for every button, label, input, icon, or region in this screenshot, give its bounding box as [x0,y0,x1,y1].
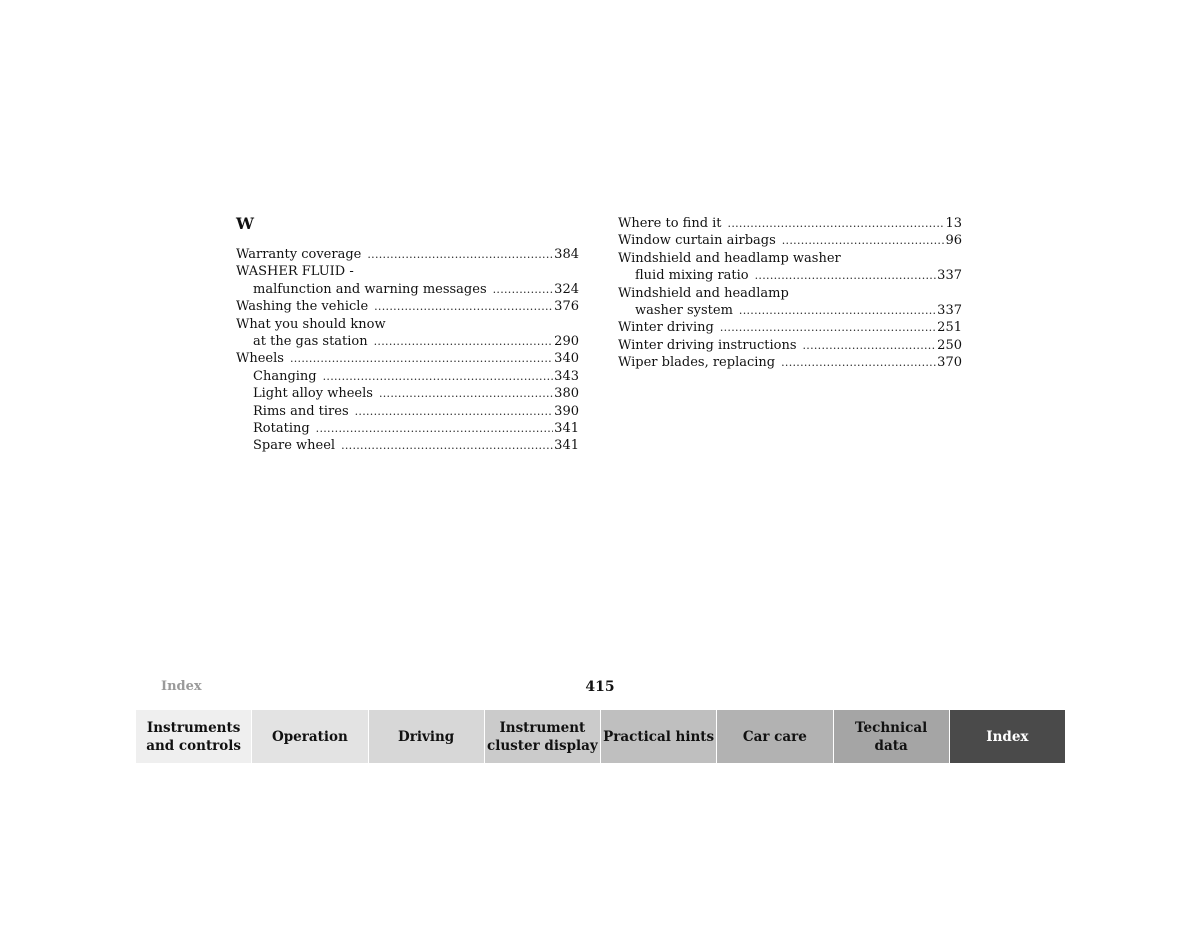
index-entry [618,354,962,371]
tab-instruments-and-controls[interactable]: Instruments and controls [136,710,252,763]
tab-instrument-cluster-display[interactable]: Instrument cluster display [485,710,601,763]
tab-driving[interactable]: Driving [369,710,485,763]
dot-leader [782,232,945,249]
index-entry [236,368,579,385]
index-entry-text: Window curtain airbags [618,233,776,249]
index-page-ref[interactable]: 337 [937,303,962,319]
dot-leader [781,354,936,371]
index-page-ref[interactable]: 341 [554,421,579,437]
index-page-ref[interactable]: 384 [554,247,579,262]
index-entry-text: Spare wheel [253,438,336,454]
index-entry [236,246,579,263]
index-entry-text: Changing [253,368,317,384]
index-entry [236,385,579,402]
index-entry-line [236,403,579,420]
index-entry-line [618,337,962,354]
index-entry [618,285,962,320]
index-entries-left [236,246,579,455]
index-entry-line [236,316,579,333]
index-entry [236,316,579,351]
index-entry-text: Wheels [236,351,284,367]
tab-car-care[interactable]: Car care [717,710,833,763]
index-page-ref[interactable]: 376 [554,299,579,315]
index-entry-text: Winter driving instructions [618,337,797,353]
index-entry-line [236,298,579,315]
index-entry-text: Windshield and headlamp washer [618,250,841,266]
index-entry-line [618,250,962,267]
index-entry-text: malfunction and warning messages [253,281,487,297]
index-entry-line [618,215,962,232]
index-page-ref[interactable]: 343 [554,368,579,384]
index-entry-text: WASHER FLUID - [236,264,354,280]
index-page-ref[interactable]: 370 [937,355,962,371]
index-page-ref[interactable]: 250 [937,337,962,353]
index-entry [618,319,962,336]
index-entry-line [618,285,962,302]
index-entry-line [236,420,579,437]
dot-leader [739,302,936,319]
index-entry [236,263,579,298]
dot-leader [493,281,554,298]
index-entry-line [236,350,579,367]
index-entry [236,298,579,315]
index-entry-line [618,302,962,319]
index-page-ref[interactable]: 13 [945,216,962,231]
index-entry [236,437,579,454]
tab-operation[interactable]: Operation [252,710,368,763]
index-entry-line [236,333,579,350]
dot-leader [374,298,553,315]
index-column-right [618,215,962,372]
index-entry [236,403,579,420]
index-entry [618,337,962,354]
dot-leader [341,437,553,454]
section-tab-bar [136,710,1065,763]
index-page-ref[interactable]: 337 [937,268,962,284]
index-page-ref[interactable]: 251 [937,320,962,336]
index-entry-text: Winter driving [618,320,714,336]
dot-leader [367,246,553,263]
index-entry-text: Washing the vehicle [236,299,369,315]
index-entry-line [236,437,579,454]
index-page-ref[interactable]: 324 [554,281,579,297]
index-entry [618,215,962,232]
index-page-ref[interactable]: 96 [945,233,962,249]
footer-section-label: Index [161,679,202,694]
section-letter: W [236,214,254,233]
index-entry-text: Light alloy wheels [253,386,373,402]
index-entry-line [236,385,579,402]
index-page-ref[interactable]: 390 [554,403,579,419]
index-entry-line [618,354,962,371]
index-entry-text: Warranty coverage [236,247,362,262]
index-page-ref[interactable]: 380 [554,386,579,402]
index-entry-text: washer system [635,303,733,319]
index-entry-line [618,232,962,249]
tab-technical-data[interactable]: Technical data [834,710,950,763]
index-entry-line [236,263,579,280]
dot-leader [803,337,937,354]
dot-leader [290,350,553,367]
dot-leader [355,403,554,420]
dot-leader [323,368,554,385]
index-page-ref[interactable]: 340 [554,351,579,367]
index-entry-line [236,368,579,385]
dot-leader [728,215,945,232]
index-entry [618,250,962,285]
index-entry-text: Rims and tires [253,403,349,419]
index-page-ref[interactable]: 341 [554,438,579,454]
index-entry [236,350,579,367]
index-entries-right [618,215,962,372]
index-entry-text: Rotating [253,421,310,437]
index-entry-text: What you should know [236,316,386,332]
index-entry [236,420,579,437]
index-entry-text: Wiper blades, replacing [618,355,776,371]
index-entry-line [618,267,962,284]
index-entry-line [618,319,962,336]
index-entry-text: Windshield and headlamp [618,285,789,301]
dot-leader [316,420,554,437]
page-number: 415 [585,679,615,695]
tab-practical-hints[interactable]: Practical hints [601,710,717,763]
dot-leader [755,267,937,284]
index-entry-line [236,246,579,263]
index-entry-text: fluid mixing ratio [635,268,749,284]
index-entry-line [236,281,579,298]
index-entry-text: Where to find it [618,216,722,231]
index-column-left [236,214,579,455]
index-entry [618,232,962,249]
dot-leader [374,333,554,350]
index-entry-text: at the gas station [253,334,368,350]
dot-leader [720,319,936,336]
dot-leader [379,385,553,402]
tab-index[interactable]: Index [950,710,1065,763]
index-page-ref[interactable]: 290 [554,334,579,350]
